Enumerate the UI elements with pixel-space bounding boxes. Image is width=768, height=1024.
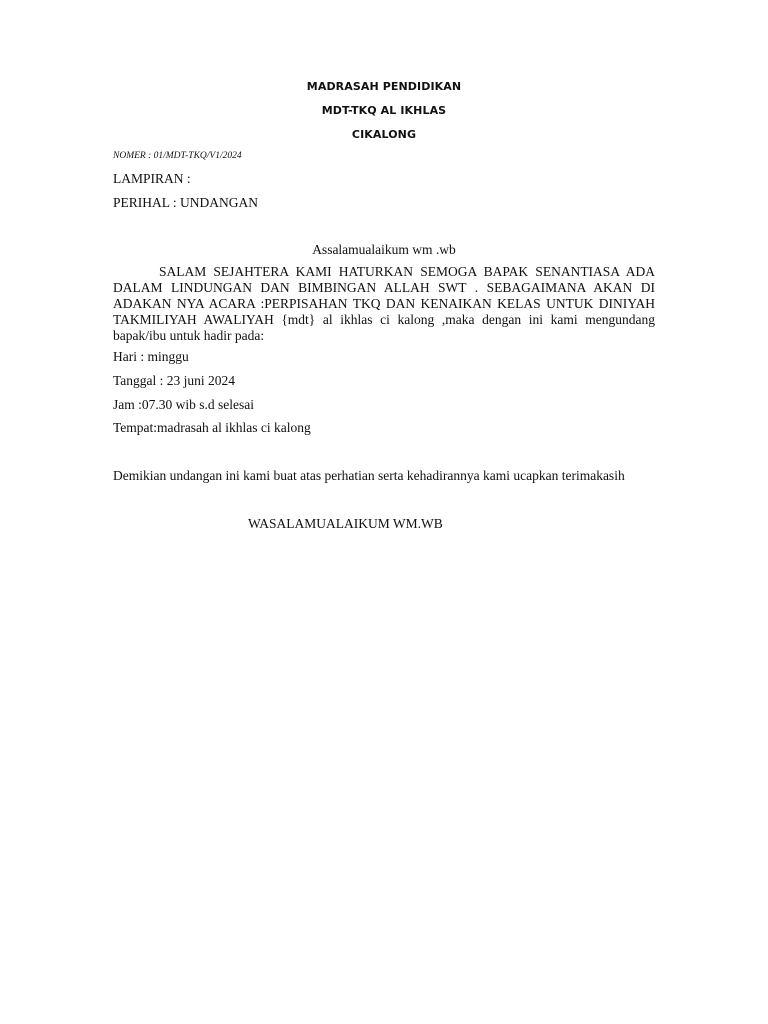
body-paragraph: SALAM SEJAHTERA KAMI HATURKAN SEMOGA BAPAK SENANTIASA ADA DALAM LINDUNGAN DAN BIMBINGAN ALLAH SWT . SEBAGAIMANA AKAN DI ADAKAN NYA ACARA :PERPISAHAN TKQ DAN KENAIKAN KELAS UNTUK DINIYAH TAKMILIYAH AWALIYAH {mdt} al ikhlas ci kalong ,maka dengan ini kami mengundang bapak/ibu untuk hadir pada:: [113, 264, 655, 343]
event-day: Hari : minggu: [113, 349, 189, 364]
closing-sentence: Demikian undangan ini kami buat atas perhatian serta kehadirannya kami ucapkan terimakasih: [113, 468, 625, 483]
header-location: CIKALONG: [351, 128, 417, 141]
event-time: Jam :07.30 wib s.d selesai: [113, 397, 254, 412]
subject-line: PERIHAL : UNDANGAN: [113, 195, 258, 210]
greeting: Assalamualaikum wm .wb: [312, 242, 456, 257]
attachment-line: LAMPIRAN :: [113, 171, 191, 186]
header-institution: MADRASAH PENDIDIKAN: [306, 80, 462, 93]
sign-off: WASALAMUALAIKUM WM.WB: [248, 516, 443, 531]
header-school-name: MDT-TKQ AL IKHLAS: [321, 104, 447, 117]
event-date: Tanggal : 23 juni 2024: [113, 373, 236, 388]
event-place: Tempat:madrasah al ikhlas ci kalong: [113, 420, 311, 435]
letter-number: NOMER : 01/MDT-TKQ/V1/2024: [113, 151, 242, 161]
